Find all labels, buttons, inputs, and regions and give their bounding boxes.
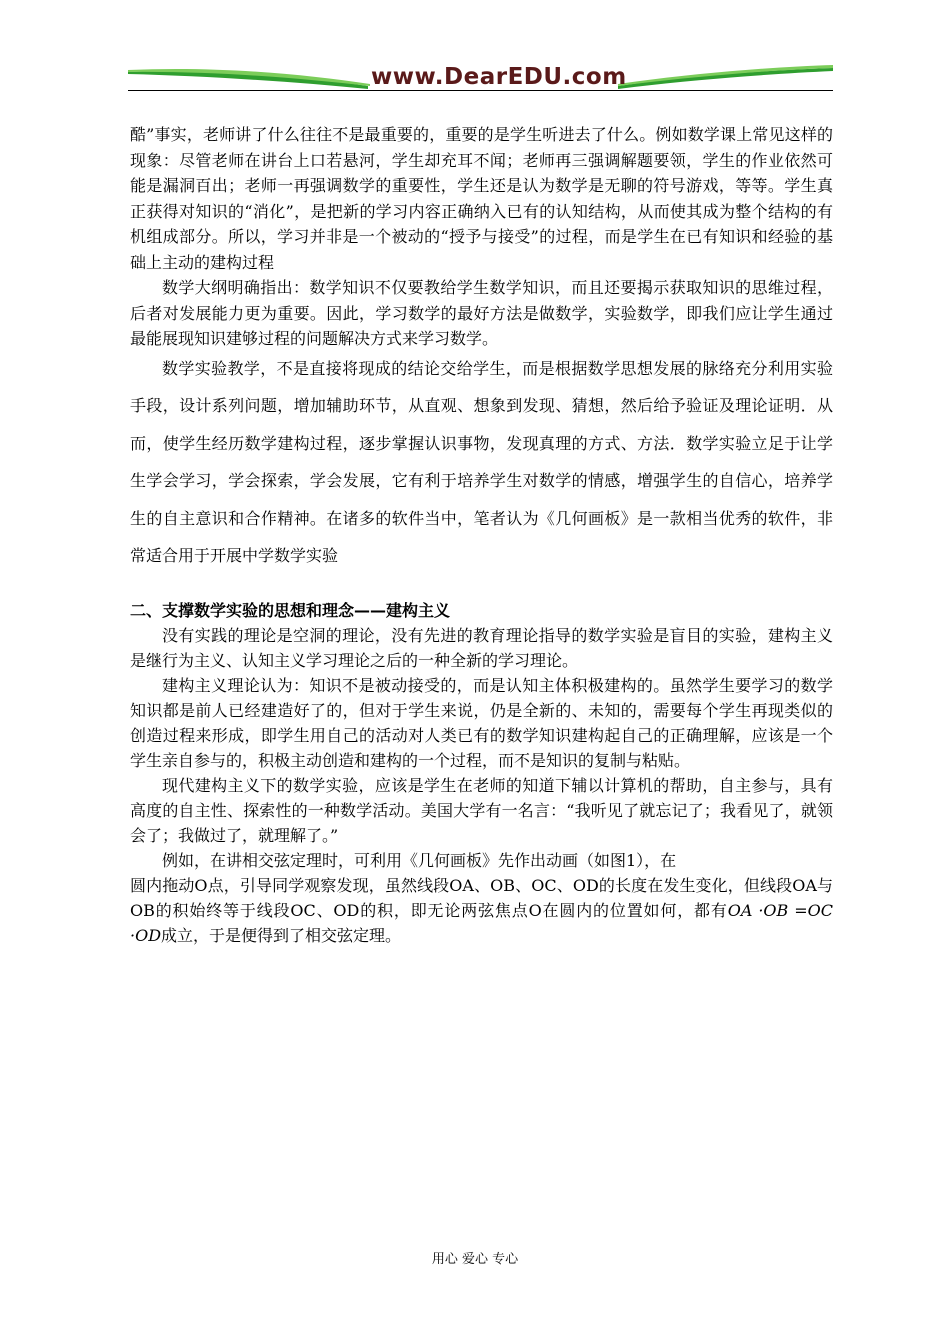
page-footer: 用心 爱心 专心 <box>431 1252 519 1267</box>
paragraph-example-line1: 例如，在讲相交弦定理时，可利用《几何画板》先作出动画（如图1），在 <box>162 850 677 870</box>
paragraph-syllabus: 数学大纲明确指出：数学知识不仅要教给学生数学知识，而且还要揭示获取知识的思维过程，后者对发展能力更为重要。因此，学习数学的最好方法是做数学，实验数学，即我们应让学生通过最能展现知识建够过程的问题解决方式来学习数学。 <box>130 278 833 348</box>
paragraph-math-experiment: 数学实验教学，不是直接将现成的结论交给学生，而是根据数学思想发展的脉络充分利用实验手段，设计系列问题，增加辅助环节，从直观、想象到发现、猜想，然后给予验证及理论证明．从而，使学生经历数学建构过程，逐步掌握认识事物，发现真理的方式、方法．数学实验立足于让学生学会学习，学会探索，学会发展，它有利于培养学生对数学的情感，增强学生的自信心，培养学生的自主意识和合作精神。在诸多的软件当中，笔者认为《几何画板》是一款相当优秀的软件，非常适合用于开展中学数学实验 <box>130 358 833 565</box>
paragraph-modern-constructivism: 现代建构主义下的数学实验，应该是学生在老师的知道下辅以计算机的帮助，自主参与，具有高度的自主性、探索性的一种数学活动。美国大学有一名言：“我听见了就忘记了；我看见了，就领会了；我做过了，就理解了。” <box>130 775 833 845</box>
header-rule <box>128 90 833 91</box>
section-heading: 二、支撑数学实验的思想和理念——建构主义 <box>130 600 451 620</box>
example-text: 圆内拖动O点，引导同学观察发现，虽然线段OA、OB、OC、OD的长度在发生变化，但线段OA与OB的积始终等于线段OC、OD的积，即无论两弦焦点O在圆内的位置如何，都有 <box>130 875 833 920</box>
example-text-end: 成立，于是便得到了相交弦定理。 <box>161 925 402 945</box>
page-body <box>130 122 833 948</box>
paragraph-intro: 酷”事实，老师讲了什么往往不是最重要的，重要的是学生听进去了什么。例如数学课上常见这样的现象：尽管老师在讲台上口若悬河，学生却充耳不闻；老师再三强调解题要领，学生的作业依然可能是漏洞百出；老师一再强调数学的重要性，学生还是认为数学是无聊的符号游戏，等等。学生真正获得对知识的“消化”，是把新的学习内容正确纳入已有的认知结构，从而使其成为整个结构的有机组成部分。所以，学习并非是一个被动的“授予与接受”的过程，而是学生在已有知识和经验的基础上主动的建构过程 <box>130 125 833 272</box>
site-url: www.DearEDU.com <box>371 64 627 90</box>
paragraph-example <box>130 873 833 948</box>
paragraph-theory: 没有实践的理论是空洞的理论，没有先进的教育理论指导的数学实验是盲目的实验，建构主义是继行为主义、认知主义学习理论之后的一种全新的学习理论。 <box>130 625 833 670</box>
math-expression: OA ·OB =OC ·OD <box>130 900 833 945</box>
page-header <box>128 62 833 96</box>
paragraph-constructivism: 建构主义理论认为：知识不是被动接受的，而是认知主体积极建构的。虽然学生要学习的数学知识都是前人已经建造好了的，但对于学生来说，仍是全新的、未知的，需要每个学生再现类似的创造过程来形成，即学生用自己的活动对人类已有的数学知识建构起自己的正确理解，应该是一个学生亲自参与的，积极主动创造和建构的一个过程，而不是知识的复制与粘贴。 <box>130 675 833 770</box>
